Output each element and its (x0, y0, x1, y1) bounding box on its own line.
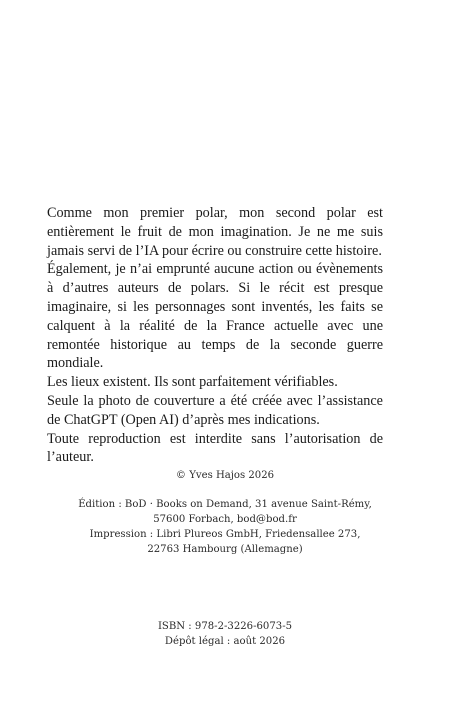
foreword-paragraph-places: Les lieux existent. Ils sont parfaitement vérifiables. (47, 374, 338, 391)
foreword-paragraph-originality: Également, je n’ai emprunté aucune action ou évènements à d’autres auteurs de polars. Si le récit est presque imaginaire, si les personnages sont inventés, les faits se calquent à la réalité de la France actuelle avec une remontée historique au temps de la seconde guerre mondiale. (47, 261, 383, 372)
isbn-number: ISBN : 978-2-3226-6073-5 (157, 621, 293, 632)
legal-deposit-date: Dépôt légal : août 2026 (164, 636, 286, 647)
printer-address-line1: Impression : Libri Plureos GmbH, Friedensallee 273, (89, 529, 361, 540)
author-foreword (47, 204, 383, 467)
publisher-address-line1: Édition : BoD · Books on Demand, 31 avenue Saint-Rémy, (78, 499, 372, 510)
foreword-paragraph-reproduction: Toute reproduction est interdite sans l’autorisation de l’auteur. (47, 430, 383, 466)
imprint-block (60, 468, 390, 649)
foreword-paragraph-imagination: Comme mon premier polar, mon second polar est entièrement le fruit de mon imagination. Je ne me suis jamais servi de l’IA pour écrire ou construire cette histoire. (47, 205, 383, 259)
printer-address-line2: 22763 Hambourg (Allemagne) (147, 544, 303, 555)
imprint-spacer (60, 557, 390, 619)
copyright-notice: © Yves Hajos 2026 (175, 470, 275, 481)
foreword-paragraph-cover-photo: Seule la photo de couverture a été créée avec l’assistance de ChatGPT (Open AI) d’après mes indications. (47, 392, 383, 428)
publisher-address-line2: 57600 Forbach, bod@bod.fr (153, 514, 297, 525)
imprint-spacer (60, 483, 390, 497)
